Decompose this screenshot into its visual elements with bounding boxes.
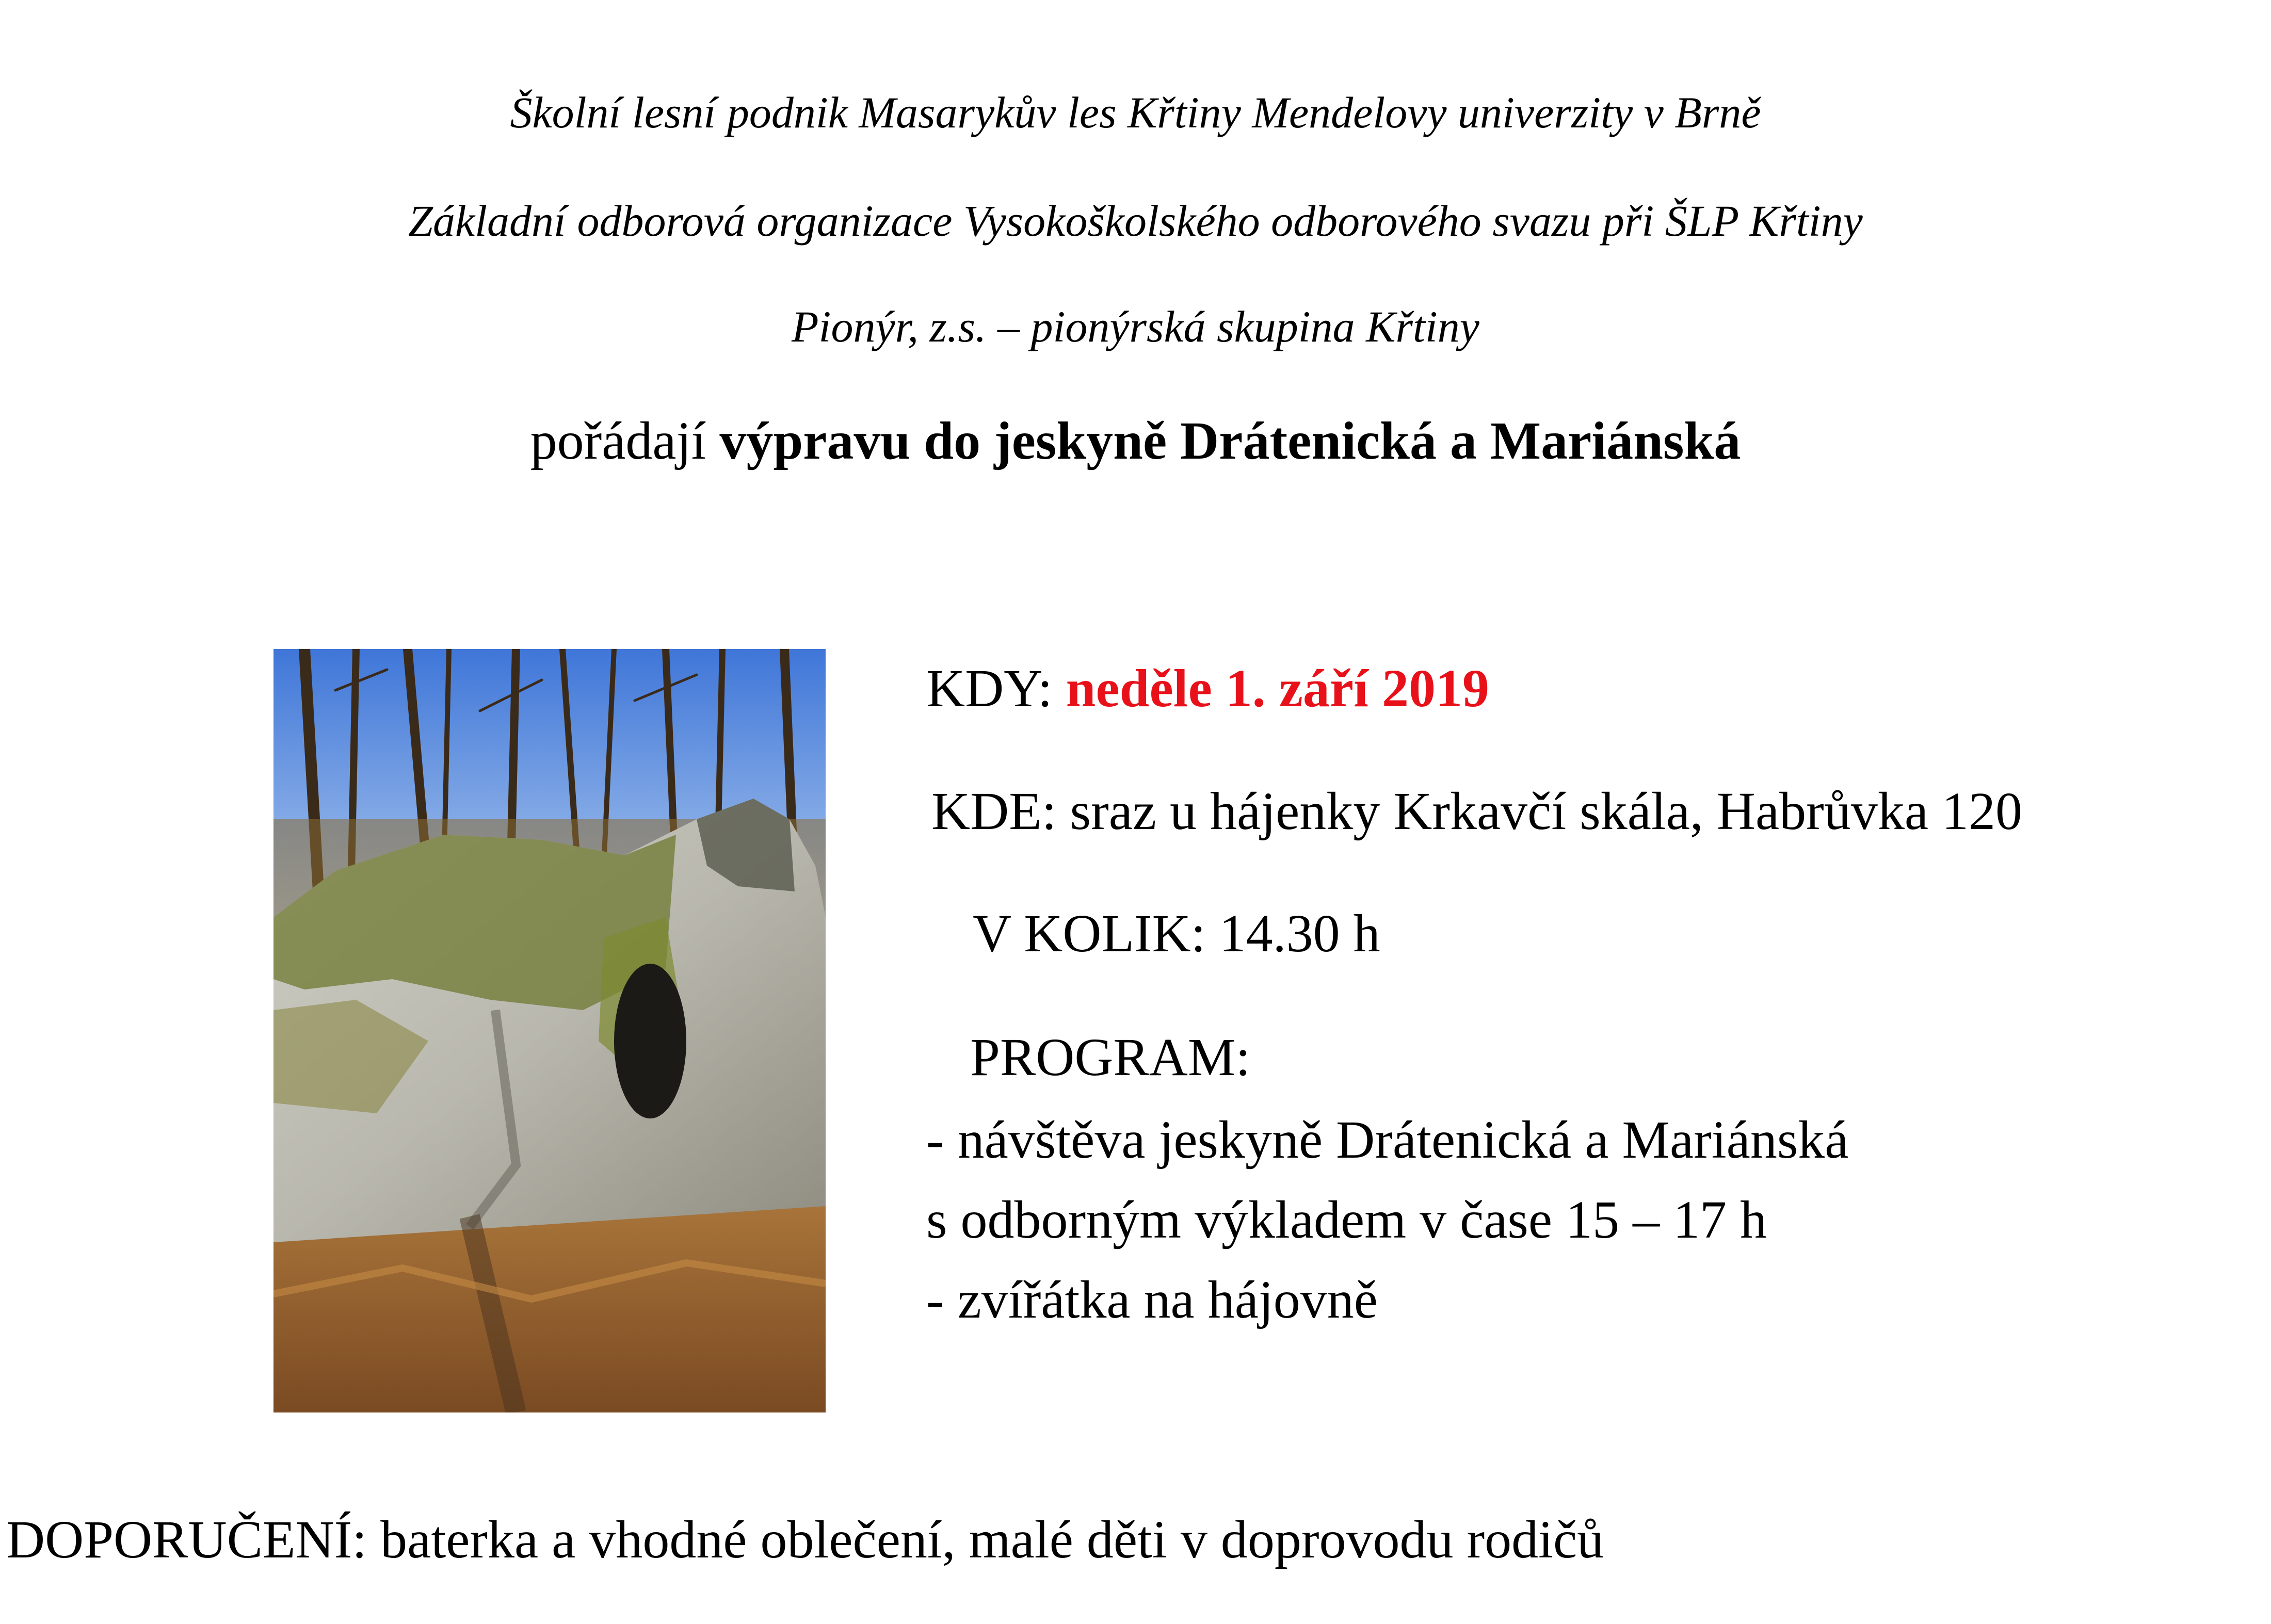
program-label: PROGRAM: [970, 1028, 1251, 1087]
program-item-1: - návštěva jeskyně Drátenická a Mariánská [926, 1110, 1849, 1170]
when-value: neděle 1. září 2019 [1066, 659, 1489, 718]
program-item-2: s odborným výkladem v čase 15 – 17 h [926, 1190, 1767, 1249]
organizer-line-3: Pionýr, z.s. – pionýrská skupina Křtiny [792, 302, 1479, 351]
headline-prefix: pořádají [530, 411, 720, 470]
when-label: KDY: [926, 659, 1066, 718]
organizer-line-1: Školní lesní podnik Masarykův les Křtiny Mendelovy univerzity v Brně [510, 88, 1761, 137]
event-headline [0, 410, 2271, 472]
program-item-3: - zvířátka na hájovně [926, 1270, 1378, 1329]
when-line [926, 658, 1489, 720]
recommendation-line: DOPORUČENÍ: baterka a vhodné oblečení, malé děti v doprovodu rodičů [6, 1510, 1604, 1569]
cave-photo [273, 649, 826, 1412]
where-line: KDE: sraz u hájenky Krkavčí skála, Habrůvka 120 [931, 782, 2022, 841]
organizer-line-2: Základní odborová organizace Vysokoškolského odborového svazu při ŠLP Křtiny [408, 196, 1863, 246]
headline-title: výpravu do jeskyně Drátenická a Mariánská [719, 411, 1741, 470]
time-line: V KOLIK: 14.30 h [973, 904, 1380, 963]
